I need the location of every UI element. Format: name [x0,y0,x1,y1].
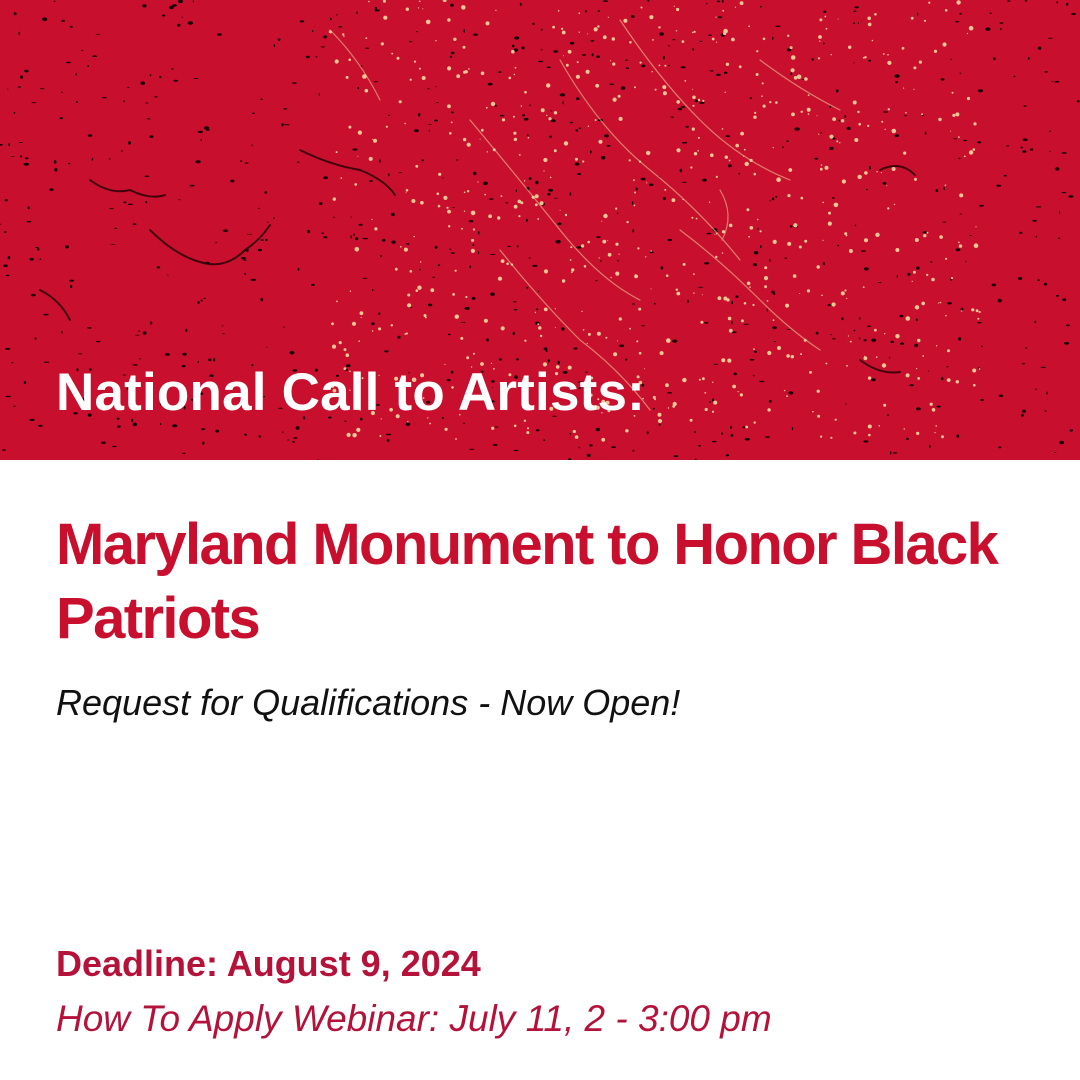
webinar-text: How To Apply Webinar: July 11, 2 - 3:00 pm [56,998,772,1039]
project-title: Maryland Monument to Honor Black Patriots [56,512,998,651]
call-heading: National Call to Artists: [56,363,646,422]
rfq-subtitle: Request for Qualifications - Now Open! [56,682,681,723]
deadline-text: Deadline: August 9, 2024 [56,943,481,984]
